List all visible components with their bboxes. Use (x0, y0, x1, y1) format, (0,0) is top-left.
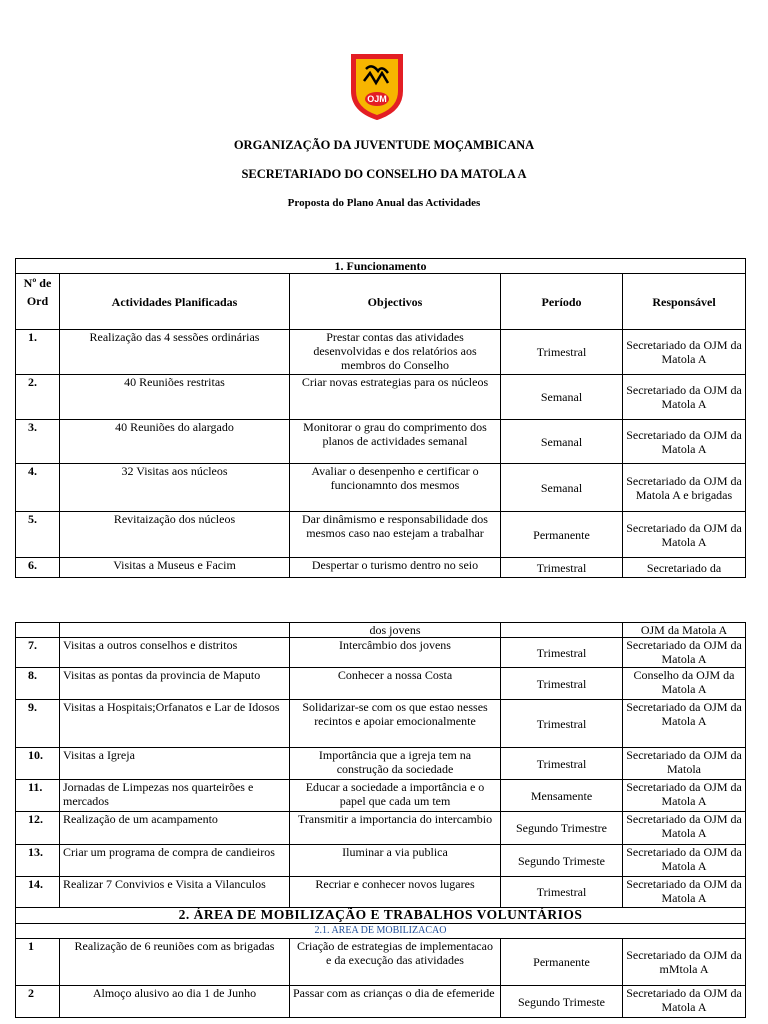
row-period: Mensamente (501, 780, 623, 812)
activities-table-page2 (15, 622, 746, 1018)
row-num: 3. (16, 420, 60, 464)
row-num: 8. (16, 668, 60, 700)
row-objective: Criar novas estrategias para os núcleos (290, 375, 501, 420)
row-objective: Conhecer a nossa Costa (290, 668, 501, 700)
table-row (16, 877, 746, 908)
row-period: Permanente (501, 939, 623, 986)
col-activity: Actividades Planificadas (60, 274, 290, 330)
row-responsible: Secretariado da (623, 558, 746, 578)
row-responsible: Secretariado da OJM da Matola A (623, 512, 746, 558)
row-responsible: Secretariado da OJM da mMtola A (623, 939, 746, 986)
row-num: 9. (16, 700, 60, 748)
table-row (16, 420, 746, 464)
row-num: 5. (16, 512, 60, 558)
row-period: Trimestral (501, 638, 623, 668)
row-num: 6. (16, 558, 60, 578)
row-responsible: OJM da Matola A (623, 623, 746, 638)
row-activity: Realizar 7 Convivios e Visita a Vilanculos (60, 877, 290, 908)
col-objective: Objectivos (290, 274, 501, 330)
row-period: Semanal (501, 420, 623, 464)
row-responsible: Secretariado da OJM da Matola A (623, 780, 746, 812)
row-num: 2. (16, 375, 60, 420)
row-responsible: Secretariado da OJM da Matola A (623, 420, 746, 464)
row-period: Permanente (501, 512, 623, 558)
row-responsible: Secretariado da OJM da Matola A (623, 330, 746, 375)
row-activity: Visitas as pontas da provincia de Maputo (60, 668, 290, 700)
row-period: Semanal (501, 375, 623, 420)
row-responsible: Secretariado da OJM da Matola A (623, 375, 746, 420)
row-objective: Avaliar o desenpenho e certificar o funcionamnto dos mesmos (290, 464, 501, 512)
col-period: Período (501, 274, 623, 330)
section1-title: 1. Funcionamento (16, 259, 746, 274)
row-activity: Realização de um acampamento (60, 812, 290, 845)
row-responsible: Secretariado da OJM da Matola A e brigadas (623, 464, 746, 512)
table-row (16, 512, 746, 558)
secretariat-title: SECRETARIADO DO CONSELHO DA MATOLA A (241, 167, 527, 181)
table-row (16, 700, 746, 748)
row-num: 12. (16, 812, 60, 845)
row-objective: Recriar e conhecer novos lugares (290, 877, 501, 908)
row-period: Segundo Trimestre (501, 812, 623, 845)
row-responsible: Secretariado da OJM da Matola A (623, 845, 746, 877)
table-row (16, 375, 746, 420)
table-row (16, 845, 746, 877)
row-num: 14. (16, 877, 60, 908)
row-responsible: Secretariado da OJM da Matola A (623, 877, 746, 908)
row-num: 2 (16, 986, 60, 1018)
row-objective: Despertar o turismo dentro no seio (290, 558, 501, 578)
row-num: 13. (16, 845, 60, 877)
row-objective: Solidarizar-se com os que estao nesses recintos e apoiar emocionalmente (290, 700, 501, 748)
table-row (16, 668, 746, 700)
row-objective: Passar com as crianças o dia de efemeride (290, 986, 501, 1018)
row-num: 1. (16, 330, 60, 375)
row-activity: Visitas a Hospitais;Orfanatos e Lar de Idosos (60, 700, 290, 748)
row-objective: Monitorar o grau do comprimento dos planos de actividades semanal (290, 420, 501, 464)
table-row (16, 638, 746, 668)
row-period: Segundo Trimeste (501, 845, 623, 877)
row-num: 10. (16, 748, 60, 780)
row-responsible: Secretariado da OJM da Matola A (623, 638, 746, 668)
table-row (16, 812, 746, 845)
row-objective: Iluminar a via publica (290, 845, 501, 877)
row-objective: Educar a sociedade a importância e o papel que cada um tem (290, 780, 501, 812)
row-period: Trimestral (501, 558, 623, 578)
row-responsible: Conselho da OJM da Matola A (623, 668, 746, 700)
row-activity: 40 Reuniões do alargado (60, 420, 290, 464)
row-activity: 32 Visitas aos núcleos (60, 464, 290, 512)
row-responsible: Secretariado da OJM da Matola (623, 748, 746, 780)
row-objective: Criação de estrategias de implementacao e da execução das atividades (290, 939, 501, 986)
row-objective: dos jovens (290, 623, 501, 638)
table-row (16, 558, 746, 578)
row-period: Semanal (501, 464, 623, 512)
row-period: Trimestral (501, 700, 623, 748)
row-num: 1 (16, 939, 60, 986)
row-responsible: Secretariado da OJM da Matola A (623, 700, 746, 748)
row-activity: Almoço alusivo ao dia 1 de Junho (60, 986, 290, 1018)
row-activity: Criar um programa de compra de candieiros (60, 845, 290, 877)
proposal-title: Proposta do Plano Anual das Actividades (287, 197, 481, 209)
row-num: 11. (16, 780, 60, 812)
row-period: Trimestral (501, 748, 623, 780)
table-row (16, 748, 746, 780)
row-responsible: Secretariado da OJM da Matola A (623, 986, 746, 1018)
row-objective: Intercâmbio dos jovens (290, 638, 501, 668)
row-activity: Revitaização dos núcleos (60, 512, 290, 558)
row-num: 4. (16, 464, 60, 512)
row-activity: Visitas a Igreja (60, 748, 290, 780)
row-num: 7. (16, 638, 60, 668)
row-activity: Realização das 4 sessões ordinárias (60, 330, 290, 375)
section2-subtitle: 2.1. AREA DE MOBILIZACAO (16, 924, 746, 939)
col-responsible: Responsável (623, 274, 746, 330)
row-responsible: Secretariado da OJM da Matola A (623, 812, 746, 845)
section2-title: 2. ÁREA DE MOBILIZAÇÃO E TRABALHOS VOLUNTÁRIOS (16, 908, 746, 924)
table-row (16, 986, 746, 1018)
table-row (16, 464, 746, 512)
row-activity: Visitas a Museus e Facim (60, 558, 290, 578)
row-period: Segundo Trimeste (501, 986, 623, 1018)
ojm-logo (346, 51, 408, 121)
table-row (16, 623, 746, 638)
logo-text: OJM (367, 94, 387, 104)
row-activity: Jornadas de Limpezas nos quarteirões e mercados (60, 780, 290, 812)
col-num: Nº de Ord (16, 274, 60, 330)
row-objective: Importância que a igreja tem na construção da sociedade (290, 748, 501, 780)
row-activity: 40 Reuniões restritas (60, 375, 290, 420)
table-row (16, 939, 746, 986)
activities-table-page1 (15, 258, 746, 578)
table-row (16, 330, 746, 375)
row-objective: Transmitir a importancia do intercambio (290, 812, 501, 845)
org-title: ORGANIZAÇÃO DA JUVENTUDE MOÇAMBICANA (233, 138, 535, 152)
row-period: Trimestral (501, 330, 623, 375)
table-row (16, 780, 746, 812)
row-objective: Dar dinâmismo e responsabilidade dos mesmos caso nao estejam a trabalhar (290, 512, 501, 558)
row-period: Trimestral (501, 877, 623, 908)
row-activity: Realização de 6 reuniões com as brigadas (60, 939, 290, 986)
row-period: Trimestral (501, 668, 623, 700)
row-activity: Visitas a outros conselhos e distritos (60, 638, 290, 668)
row-objective: Prestar contas das atividades desenvolvidas e dos relatórios aos membros do Conselho (290, 330, 501, 375)
